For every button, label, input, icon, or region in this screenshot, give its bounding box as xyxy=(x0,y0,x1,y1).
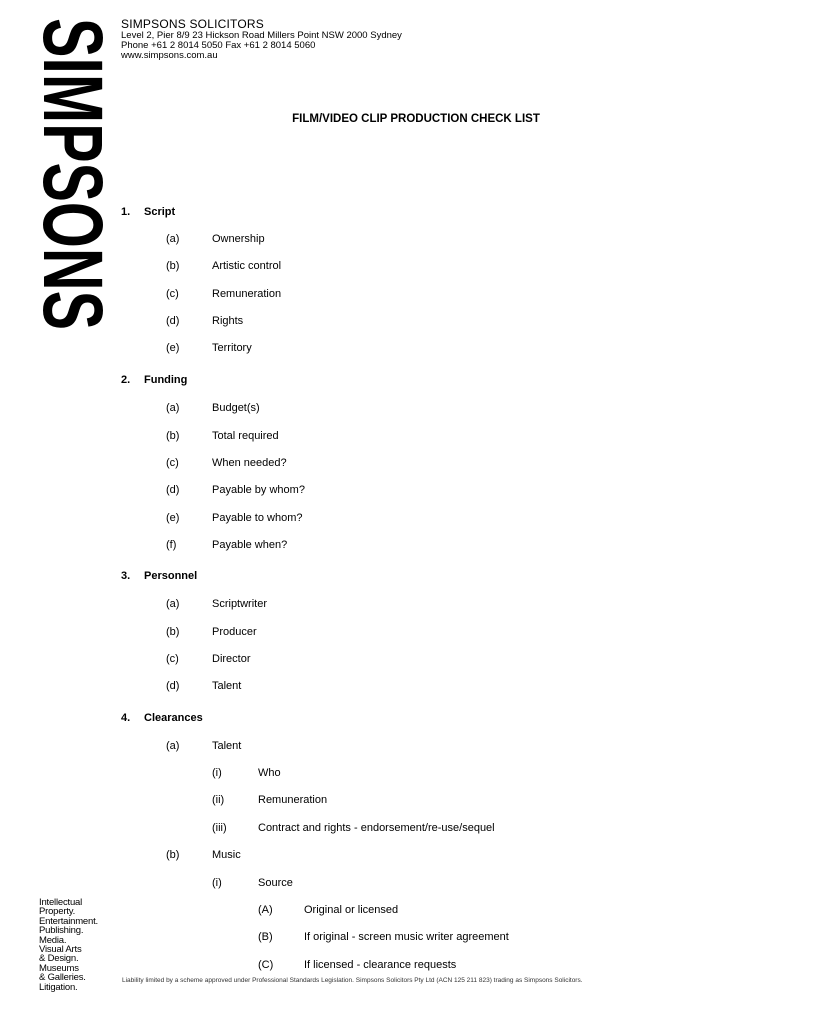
firm-name: SIMPSONS SOLICITORS xyxy=(121,17,264,31)
item-text: Payable when? xyxy=(212,539,288,551)
practice-area: Intellectual xyxy=(39,897,83,908)
practice-area: & Design. xyxy=(39,953,79,965)
subitem-label: (i) xyxy=(212,767,222,779)
subitem-text: Contract and rights - endorsement/re-use/sequel xyxy=(258,822,495,834)
item-text: Talent xyxy=(212,740,242,752)
firm-phone: Phone +61 2 8014 5050 Fax +61 2 8014 5060 xyxy=(121,40,316,51)
section-title: Personnel xyxy=(144,570,198,582)
subitem-text: Source xyxy=(258,877,293,889)
subsubitem-label: (B) xyxy=(258,931,273,943)
practice-area: Museums xyxy=(39,962,79,974)
item-text: Talent xyxy=(212,680,242,692)
item-label: (b) xyxy=(166,430,180,442)
practice-area: Visual Arts xyxy=(39,944,82,956)
liability-footer: Liability limited by a scheme approved under Professional Standards Legislation. Simpsons Solicitors Pty Ltd (ACN 125 211 823) trading as Simpsons Solicitors. xyxy=(122,977,583,984)
simpsons-logo xyxy=(26,18,120,462)
subitem-label: (ii) xyxy=(212,794,225,806)
item-label: (c) xyxy=(166,653,179,665)
document-title: FILM/VIDEO CLIP PRODUCTION CHECK LIST xyxy=(292,113,540,125)
logo-wordmark: SIMPSONS xyxy=(26,18,120,462)
item-label: (b) xyxy=(166,626,180,638)
item-text: Remuneration xyxy=(212,288,282,300)
item-text: Artistic control xyxy=(212,260,282,272)
item-text: Ownership xyxy=(212,233,265,245)
subsubitem-label: (A) xyxy=(258,904,273,916)
practice-area: Entertainment. xyxy=(39,915,98,927)
section-number: 3. xyxy=(121,570,131,582)
practice-area: Property. xyxy=(39,906,76,918)
item-text: Territory xyxy=(212,342,252,354)
item-label: (b) xyxy=(166,849,180,861)
item-label: (c) xyxy=(166,457,179,469)
item-text: Producer xyxy=(212,626,257,638)
item-label: (a) xyxy=(166,740,180,752)
item-text: Scriptwriter xyxy=(212,598,268,610)
item-label: (c) xyxy=(166,288,179,300)
item-text: When needed? xyxy=(212,457,287,469)
item-label: (d) xyxy=(166,315,180,327)
section-title: Clearances xyxy=(144,712,203,724)
item-label: (d) xyxy=(166,484,180,496)
item-text: Rights xyxy=(212,315,244,327)
section-number: 4. xyxy=(121,712,131,724)
practice-area: Media. xyxy=(39,934,67,946)
item-text: Payable by whom? xyxy=(212,484,305,496)
subitem-text: Who xyxy=(258,767,281,779)
item-text: Director xyxy=(212,653,251,665)
firm-website: www.simpsons.com.au xyxy=(121,50,218,61)
subitem-label: (iii) xyxy=(212,822,227,834)
item-text: Budget(s) xyxy=(212,402,260,414)
section-number: 2. xyxy=(121,374,131,386)
practice-area: Publishing. xyxy=(39,925,84,937)
practice-area: & Galleries. xyxy=(39,972,86,984)
item-text: Payable to whom? xyxy=(212,512,303,524)
section-number: 1. xyxy=(121,206,131,218)
item-label: (a) xyxy=(166,233,180,245)
letterhead xyxy=(121,17,402,61)
firm-address: Level 2, Pier 8/9 23 Hickson Road Millers Point NSW 2000 Sydney xyxy=(121,30,402,41)
item-text: Music xyxy=(212,849,241,861)
practice-areas xyxy=(39,898,98,992)
item-label: (e) xyxy=(166,512,180,524)
item-label: (b) xyxy=(166,260,180,272)
subsubitem-text: If licensed - clearance requests xyxy=(304,959,457,971)
item-label: (f) xyxy=(166,539,177,551)
item-text: Total required xyxy=(212,430,279,442)
subsubitem-text: If original - screen music writer agreement xyxy=(304,931,509,943)
subitem-text: Remuneration xyxy=(258,794,328,806)
subsubitem-text: Original or licensed xyxy=(304,904,399,916)
practice-area: Litigation. xyxy=(39,981,78,993)
section-title: Funding xyxy=(144,374,188,386)
item-label: (a) xyxy=(166,402,180,414)
subitem-label: (i) xyxy=(212,877,222,889)
item-label: (a) xyxy=(166,598,180,610)
subsubitem-label: (C) xyxy=(258,959,274,971)
item-label: (e) xyxy=(166,342,180,354)
item-label: (d) xyxy=(166,680,180,692)
section-title: Script xyxy=(144,206,176,218)
